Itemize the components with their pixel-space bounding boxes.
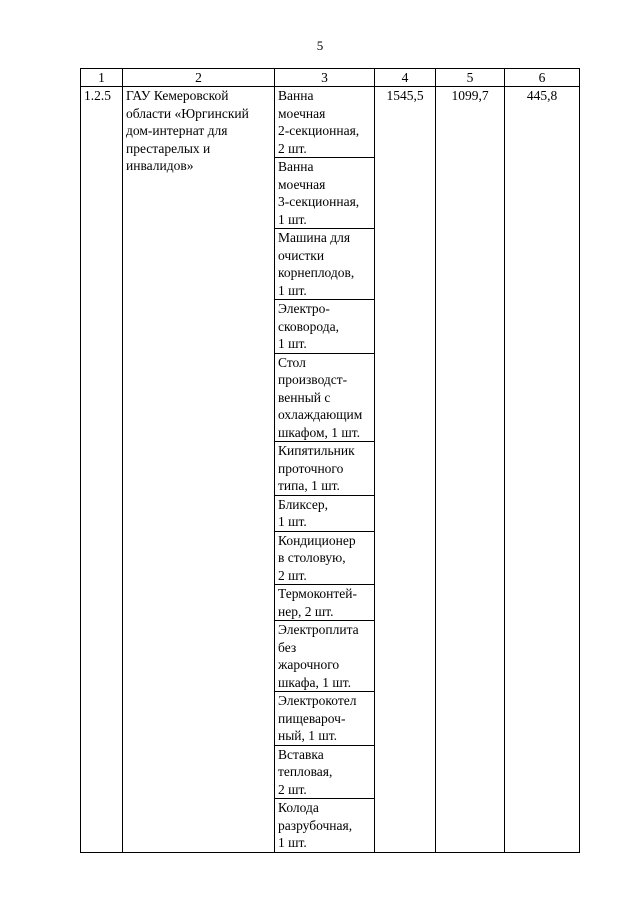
text-line: в столовую, — [278, 550, 346, 565]
value-col-4: 1545,5 — [375, 87, 436, 853]
text-line: Электроплита — [278, 622, 359, 637]
text-line: 1 шт. — [278, 835, 307, 850]
text-line: инвалидов» — [126, 158, 194, 173]
text-line: Машина для — [278, 230, 351, 245]
table-row — [81, 87, 580, 158]
header-cell-2: 2 — [123, 69, 275, 87]
text-line: Колода — [278, 800, 319, 815]
text-line: венный с — [278, 389, 331, 405]
text-line: очистки — [278, 247, 325, 263]
text-line: Кондиционер — [278, 532, 356, 548]
equipment-item — [275, 585, 375, 621]
text-line: сковорода, — [278, 318, 339, 334]
text-line: производст- — [278, 372, 348, 387]
text-line: Термоконтей- — [278, 586, 358, 601]
header-cell-3: 3 — [275, 69, 375, 87]
text-line: 2-секционная, — [278, 123, 360, 138]
equipment-item — [275, 229, 375, 300]
equipment-item — [275, 87, 375, 158]
text-line: проточного — [278, 460, 344, 476]
equipment-item — [275, 531, 375, 585]
text-line: ный, 1 шт. — [278, 728, 338, 743]
text-line: дом-интернат для — [126, 123, 228, 138]
text-line: жарочного — [278, 657, 340, 672]
equipment-item — [275, 495, 375, 531]
text-line: тепловая, — [278, 764, 333, 779]
text-line: Вставка — [278, 746, 324, 762]
text-line: Стол — [278, 354, 306, 370]
text-line: 1 шт. — [278, 282, 307, 298]
text-line: шкафом, 1 шт. — [278, 424, 361, 440]
text-line: ГАУ Кемеровской — [126, 88, 229, 103]
text-line: престарелых и — [126, 140, 211, 156]
text-line: без — [278, 639, 297, 655]
text-line: Бликсер, — [278, 496, 329, 512]
page-number: 5 — [316, 38, 324, 53]
equipment-item — [275, 158, 375, 229]
header-cell-6: 6 — [505, 69, 580, 87]
header-cell-4: 4 — [375, 69, 436, 87]
text-line: корнеплодов, — [278, 265, 355, 280]
equipment-item — [275, 353, 375, 442]
text-line: Электрокотел — [278, 693, 357, 708]
text-line: 2 шт. — [278, 567, 307, 583]
text-line: 2 шт. — [278, 140, 307, 156]
text-line: Электро- — [278, 301, 330, 316]
equipment-table — [80, 68, 580, 853]
text-line: моечная — [278, 176, 326, 192]
equipment-item — [275, 692, 375, 746]
text-line: шкафа, 1 шт. — [278, 674, 352, 690]
text-line: типа, 1 шт. — [278, 478, 340, 493]
text-line: Ванна — [278, 159, 314, 174]
text-line: 1 шт. — [278, 211, 307, 227]
text-line: Ванна — [278, 88, 314, 103]
row-number: 1.2.5 — [81, 87, 123, 853]
value-col-6: 445,8 — [505, 87, 580, 853]
text-line: 1 шт. — [278, 514, 307, 529]
text-line: разрубочная, — [278, 817, 353, 833]
equipment-item — [275, 300, 375, 354]
text-line: пищевароч- — [278, 710, 346, 726]
text-line: 1 шт. — [278, 336, 307, 351]
equipment-item — [275, 745, 375, 799]
value-col-5: 1099,7 — [436, 87, 505, 853]
equipment-item — [275, 442, 375, 496]
text-line: 3-секционная, — [278, 194, 360, 209]
equipment-item — [275, 621, 375, 692]
text-line: 2 шт. — [278, 781, 307, 797]
header-cell-1: 1 — [81, 69, 123, 87]
organization-name — [123, 87, 275, 853]
text-line: моечная — [278, 105, 326, 121]
header-row — [81, 69, 580, 87]
text-line: области «Юргинский — [126, 105, 249, 121]
text-line: нер, 2 шт. — [278, 603, 334, 619]
equipment-item — [275, 799, 375, 853]
text-line: Кипятильник — [278, 443, 355, 458]
header-cell-5: 5 — [436, 69, 505, 87]
text-line: охлаждающим — [278, 407, 363, 422]
